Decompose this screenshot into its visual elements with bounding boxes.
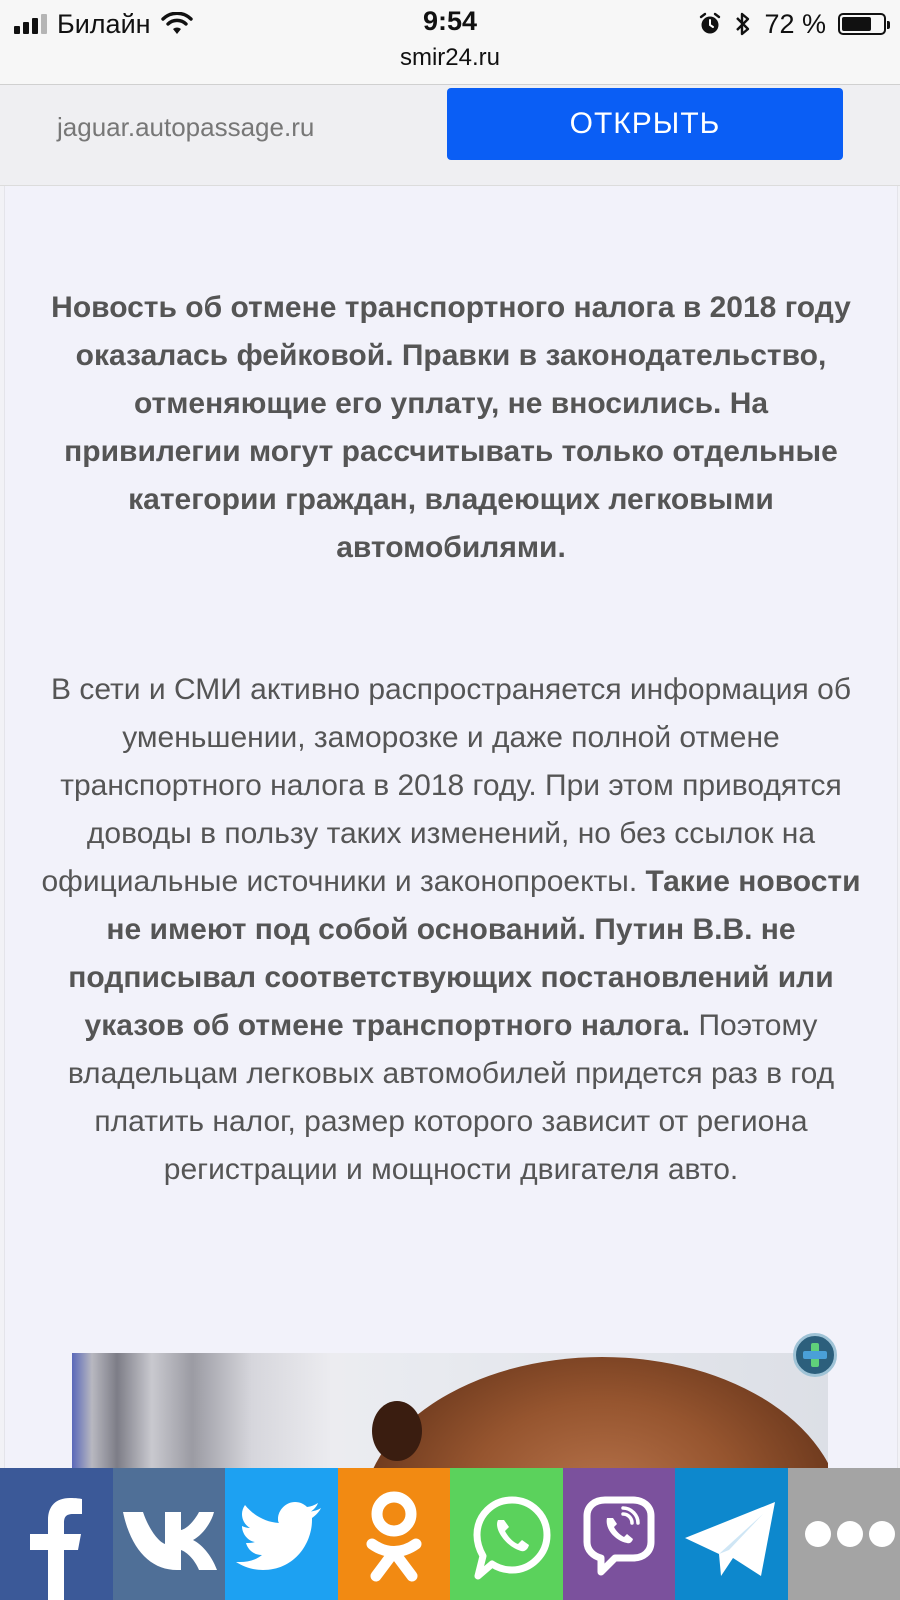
battery-icon [838, 13, 886, 35]
ad-banner[interactable] [0, 85, 900, 186]
body-bold-text: Такие новости не имеют под собой оснований. Путин В.В. не подписывал соответствующих постановлений или указов об отмене транспортного налога. [68, 865, 861, 1042]
share-more-button[interactable] [788, 1468, 900, 1600]
carrier-name: Билайн [57, 8, 151, 39]
share-twitter-button[interactable] [225, 1468, 338, 1600]
telegram-icon [675, 1468, 787, 1600]
facebook-icon [0, 1468, 112, 1600]
more-icon [788, 1468, 900, 1600]
ad-domain[interactable]: jaguar.autopassage.ru [57, 112, 315, 142]
alarm-icon [698, 12, 722, 36]
body-text-1: В сети и СМИ активно распространяется информация об уменьшении, заморозке и даже полной отмене транспортного налога в 2018 году. При этом приводятся доводы в пользу таких изменений, но без ссылок на официальные источники и законопроекты. [41, 673, 851, 898]
image-person-hair-tail [372, 1401, 422, 1461]
share-telegram-button[interactable] [675, 1468, 788, 1600]
status-right [698, 6, 886, 42]
share-vk-button[interactable] [113, 1468, 226, 1600]
address-url[interactable]: smir24.ru [399, 44, 501, 71]
status-bar [0, 0, 900, 85]
share-viber-button[interactable] [563, 1468, 676, 1600]
whatsapp-icon [450, 1468, 562, 1600]
body-text-2: Поэтому владельцам легковых автомобилей придется раз в год платить налог, размер которого зависит от региона регистрации и мощности двигателя авто. [67, 1009, 835, 1186]
plus-icon [800, 1340, 830, 1370]
vk-icon [113, 1468, 225, 1600]
image-person-hair [362, 1357, 828, 1473]
clock: 9:54 [422, 6, 478, 36]
share-facebook-button[interactable] [0, 1468, 113, 1600]
battery-percent: 72 % [764, 8, 826, 39]
bluetooth-icon [734, 11, 752, 37]
article-lead: Новость об отмене транспортного налога в 2018 году оказалась фейковой. Правки в законодательство, отменяющие его уплату, не вносились. На привилегии могут рассчитывать только отдельные категории граждан, владеющих легковыми автомобилями. [51, 291, 851, 564]
share-bar [0, 1468, 900, 1600]
article-body [41, 666, 861, 1194]
twitter-icon [225, 1468, 337, 1600]
article-image [72, 1353, 828, 1473]
share-whatsapp-button[interactable] [450, 1468, 563, 1600]
ad-open-button[interactable]: ОТКРЫТЬ [447, 88, 843, 160]
battery-fill [842, 17, 871, 31]
viber-icon [563, 1468, 675, 1600]
share-ok-button[interactable] [338, 1468, 451, 1600]
ok-icon [338, 1468, 450, 1600]
add-plus-icon[interactable] [793, 1333, 837, 1377]
